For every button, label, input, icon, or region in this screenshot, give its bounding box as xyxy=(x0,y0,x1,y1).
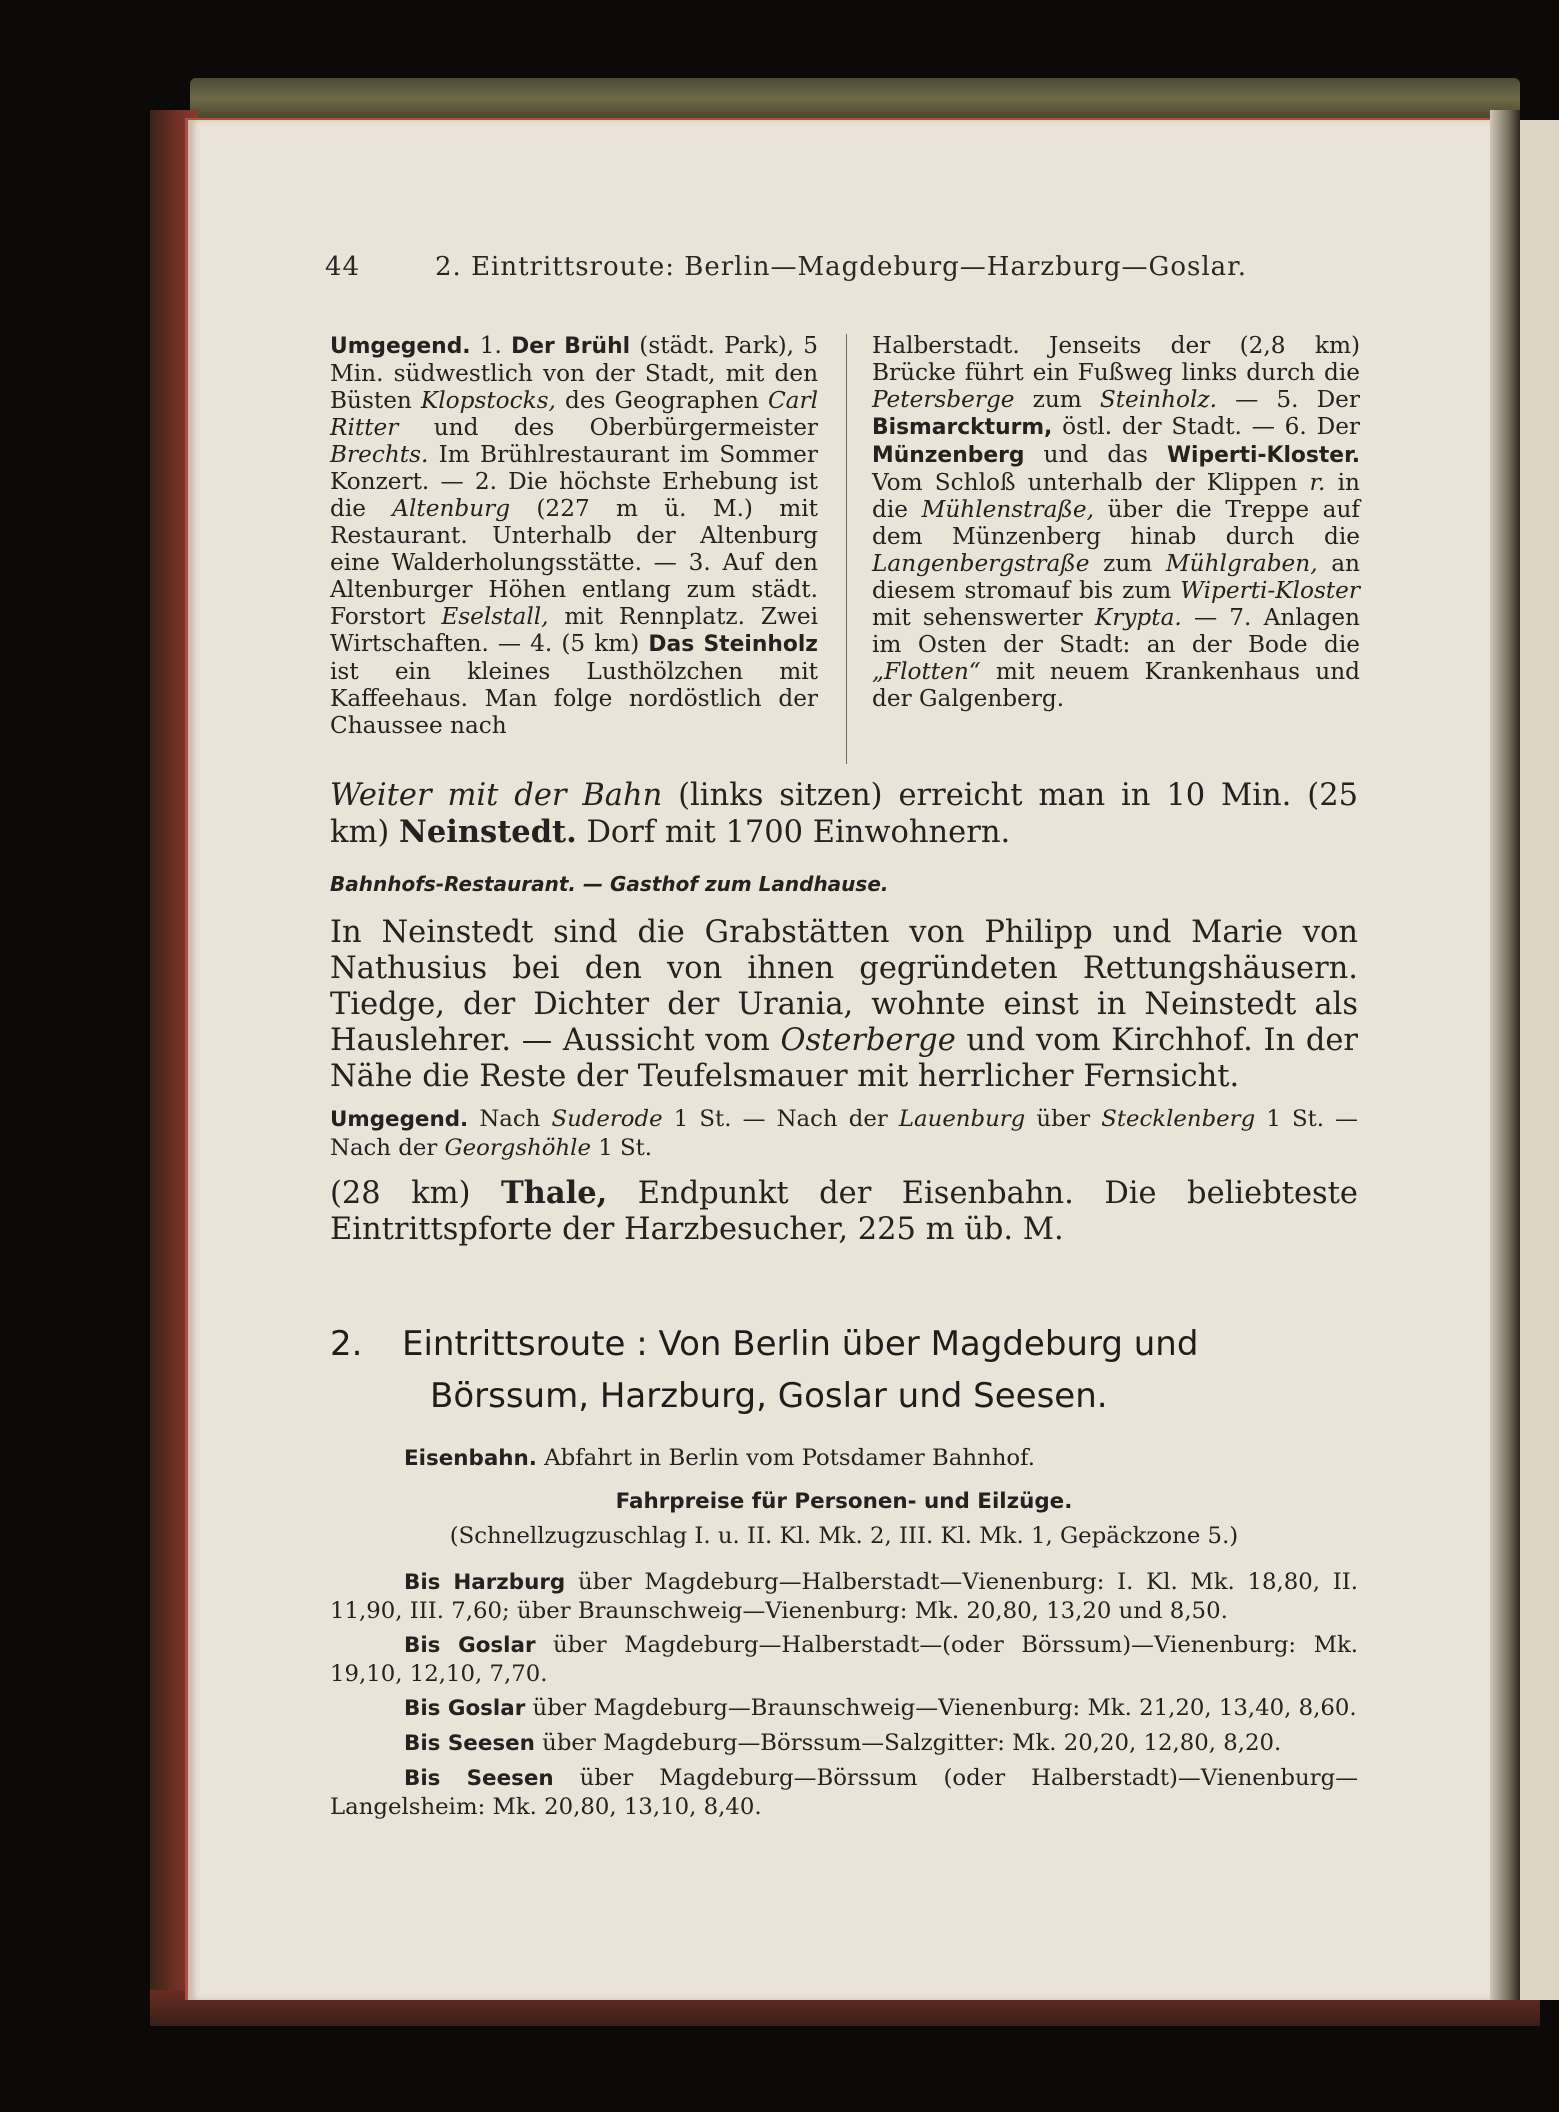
petersberge: Petersberge xyxy=(872,386,1015,413)
left-column xyxy=(330,332,818,739)
neinstedt-name: Neinstedt. xyxy=(399,814,577,850)
fare-item xyxy=(330,1764,1358,1821)
text: — 7. Anlagen im Osten der Stadt: an der Bode die xyxy=(872,604,1360,658)
fare-text: über Magdeburg—Börssum—Salzgitter: Mk. 20,20, 12,80, 8,20. xyxy=(534,1730,1282,1756)
brecht: Brechts. xyxy=(330,441,429,468)
muehlenstrasse: Mühlenstraße, xyxy=(921,496,1094,523)
fare-destination: Bis Harzburg xyxy=(404,1570,566,1595)
fares-heading-text: Fahrpreise für Personen- und Eilzüge. xyxy=(615,1489,1073,1514)
text: Abfahrt in Berlin vom Potsdamer Bahnhof. xyxy=(536,1445,1036,1471)
osterberge: Osterberge xyxy=(780,1023,956,1058)
fares-note: (Schnellzugzuschlag I. u. II. Kl. Mk. 2, III. Kl. Mk. 1, Gepäckzone 5.) xyxy=(449,1523,1239,1549)
text: 1 St. xyxy=(590,1135,652,1161)
fare-destination: Bis Goslar xyxy=(404,1696,526,1721)
fare-item xyxy=(330,1694,1358,1723)
text: östl. der Stadt. — 6. Der xyxy=(1052,413,1360,440)
muehlgraben: Mühlgraben, xyxy=(1165,550,1318,577)
umgegend-label: Umgegend. xyxy=(330,334,471,359)
langenbergstrasse: Langenbergstraße xyxy=(872,550,1090,577)
text: 1. xyxy=(470,332,512,359)
thale-name: Thale, xyxy=(500,1175,608,1211)
neinstedt-umgegend xyxy=(330,1105,1358,1162)
ritter: Carl Ritter xyxy=(330,387,819,441)
text: Vom Schloß unterhalb der Klippen xyxy=(872,469,1310,496)
krypta: Krypta. xyxy=(1094,604,1182,631)
fare-text: über Magdeburg—Halberstadt—(oder Börssum)—Vienenburg: Mk. 19,10, 12,10, 7,70. xyxy=(330,1632,1359,1687)
neinstedt-restaurants xyxy=(330,872,1358,896)
fare-item xyxy=(330,1568,1358,1625)
section-title xyxy=(330,1318,1360,1422)
section-title-line2: Börssum, Harzburg, Goslar und Seesen. xyxy=(430,1376,1108,1416)
neinstedt-description xyxy=(330,915,1358,1095)
fares-list xyxy=(330,1568,1358,1827)
text: mit sehenswerter xyxy=(872,604,1095,631)
text: mit neuem Krankenhaus und der Galgenberg. xyxy=(872,658,1360,712)
text: und vom Kirchhof. In der Nähe die Reste der Teufelsmauer mit herrlicher Fernsicht. xyxy=(330,1023,1358,1094)
fare-text: über Magdeburg—Halberstadt—Vienenburg: I. Kl. Mk. 18,80, II. 11,90, III. 7,60; über Braunschweig—Vienenburg: Mk. 20,80, 13,20 und 8,50. xyxy=(330,1569,1359,1624)
text: über xyxy=(1025,1106,1102,1132)
wiperti-kloster-ref: Wiperti-Kloster xyxy=(1180,577,1360,604)
text: In Neinstedt sind die Grabstätten von Philipp und Marie von Nathusius bei den von ihnen gegründeten Rettungshäusern. Tiedge, der Dichter der Urania, wohnte einst in Neinstedt als Hauslehrer. — Aussicht vom xyxy=(330,915,1358,1058)
fare-item xyxy=(330,1631,1358,1688)
muenzenberg: Münzenberg xyxy=(872,443,1025,468)
neinstedt-intro xyxy=(330,778,1358,851)
right-column xyxy=(872,332,1360,712)
text: (227 m ü. M.) mit Restaurant. Unterhalb der Altenburg eine Walderholungsstätte. — 3. Auf den Altenburger Höhen entlang zum städt. Forstort xyxy=(330,495,818,630)
page-number: 44 xyxy=(325,252,361,282)
fare-text: über Magdeburg—Braunschweig—Vienenburg: Mk. 21,20, 13,40, 8,60. xyxy=(525,1695,1357,1721)
running-header xyxy=(325,252,1247,282)
bismarckturm: Bismarckturm, xyxy=(872,415,1053,440)
text: und das xyxy=(1024,441,1167,468)
text: (links sitzen) erreicht man in 10 Min. (25 km) xyxy=(330,778,1358,850)
bruehl: Der Brühl xyxy=(511,334,631,359)
page-gutter xyxy=(1490,110,1520,2000)
column-divider xyxy=(846,334,847,764)
lauenburg: Lauenburg xyxy=(898,1106,1026,1132)
text: (28 km) xyxy=(330,1176,501,1211)
rechts: r. xyxy=(1309,469,1326,496)
eselstall: Eselstall, xyxy=(441,603,549,630)
steinholz-ref: Steinholz. xyxy=(1099,386,1218,413)
text: 1 St. — Nach der xyxy=(662,1106,899,1132)
text: zum xyxy=(1014,386,1100,413)
rail-info xyxy=(330,1444,1358,1473)
facing-page-edge xyxy=(1520,120,1559,2000)
text: Endpunkt der Eisenbahn. Die beliebteste Eintrittspforte der Harzbesucher, 225 m üb. M. xyxy=(330,1176,1358,1247)
suderode: Suderode xyxy=(551,1106,663,1132)
section-number: 2. xyxy=(330,1324,363,1364)
text: Im Brühlrestaurant im Sommer Konzert. — 2. Die höchste Erhebung ist die xyxy=(330,441,818,522)
section-title-line1: Eintrittsroute : Von Berlin über Magdeburg und xyxy=(402,1324,1199,1364)
text: über die Treppe auf dem Münzenberg hinab durch die xyxy=(872,496,1360,550)
steinholz: Das Steinholz xyxy=(648,632,818,657)
fare-destination: Bis Seesen xyxy=(404,1766,554,1791)
text: 1 St. — Nach der xyxy=(330,1106,1358,1161)
fare-destination: Bis Goslar xyxy=(404,1633,536,1658)
umgegend-label: Umgegend. xyxy=(330,1107,469,1132)
stecklenberg: Stecklenberg xyxy=(1101,1106,1256,1132)
georgshoehle: Georgshöhle xyxy=(444,1135,591,1161)
thale-paragraph xyxy=(330,1175,1358,1248)
running-title: 2. Eintrittsroute: Berlin—Magdeburg—Harzburg—Goslar. xyxy=(435,252,1247,282)
weiter-label: Weiter mit der Bahn xyxy=(330,778,663,813)
restaurants: Bahnhofs-Restaurant. — Gasthof zum Landhause. xyxy=(330,872,889,896)
text: zum xyxy=(1089,550,1166,577)
text: des Geographen xyxy=(555,387,768,414)
rail-label: Eisenbahn. xyxy=(404,1446,537,1471)
klopstock: Klopstocks, xyxy=(420,387,556,414)
wiperti-kloster: Wiperti-Kloster. xyxy=(1166,443,1360,468)
fare-item xyxy=(330,1729,1358,1758)
text: und des Oberbürgermeister xyxy=(398,414,818,441)
text: mit Rennplatz. Zwei Wirtschaften. — 4. (5 km) xyxy=(330,603,818,657)
text: in die xyxy=(872,469,1360,523)
text: (städt. Park), 5 Min. südwestlich von der Stadt, mit den Büsten xyxy=(330,332,818,414)
text: Dorf mit 1700 Einwohnern. xyxy=(576,815,1011,850)
text: Halberstadt. Jenseits der (2,8 km) Brücke führt ein Fußweg links durch die xyxy=(872,332,1360,386)
text: — 5. Der xyxy=(1217,386,1360,413)
altenburg: Altenburg xyxy=(392,495,511,522)
flotten: „Flotten“ xyxy=(872,658,981,685)
text: an diesem stromauf bis zum xyxy=(872,550,1360,604)
fare-text: über Magdeburg—Börssum (oder Halberstadt)—Vienenburg—Langelsheim: Mk. 20,80, 13,10, 8,40. xyxy=(330,1765,1358,1820)
text: ist ein kleines Lusthölzchen mit Kaffeehaus. Man folge nordöstlich der Chaussee nach xyxy=(330,658,818,739)
fares-heading xyxy=(330,1487,1358,1516)
fare-destination: Bis Seesen xyxy=(404,1731,535,1756)
text: Nach xyxy=(468,1106,552,1132)
